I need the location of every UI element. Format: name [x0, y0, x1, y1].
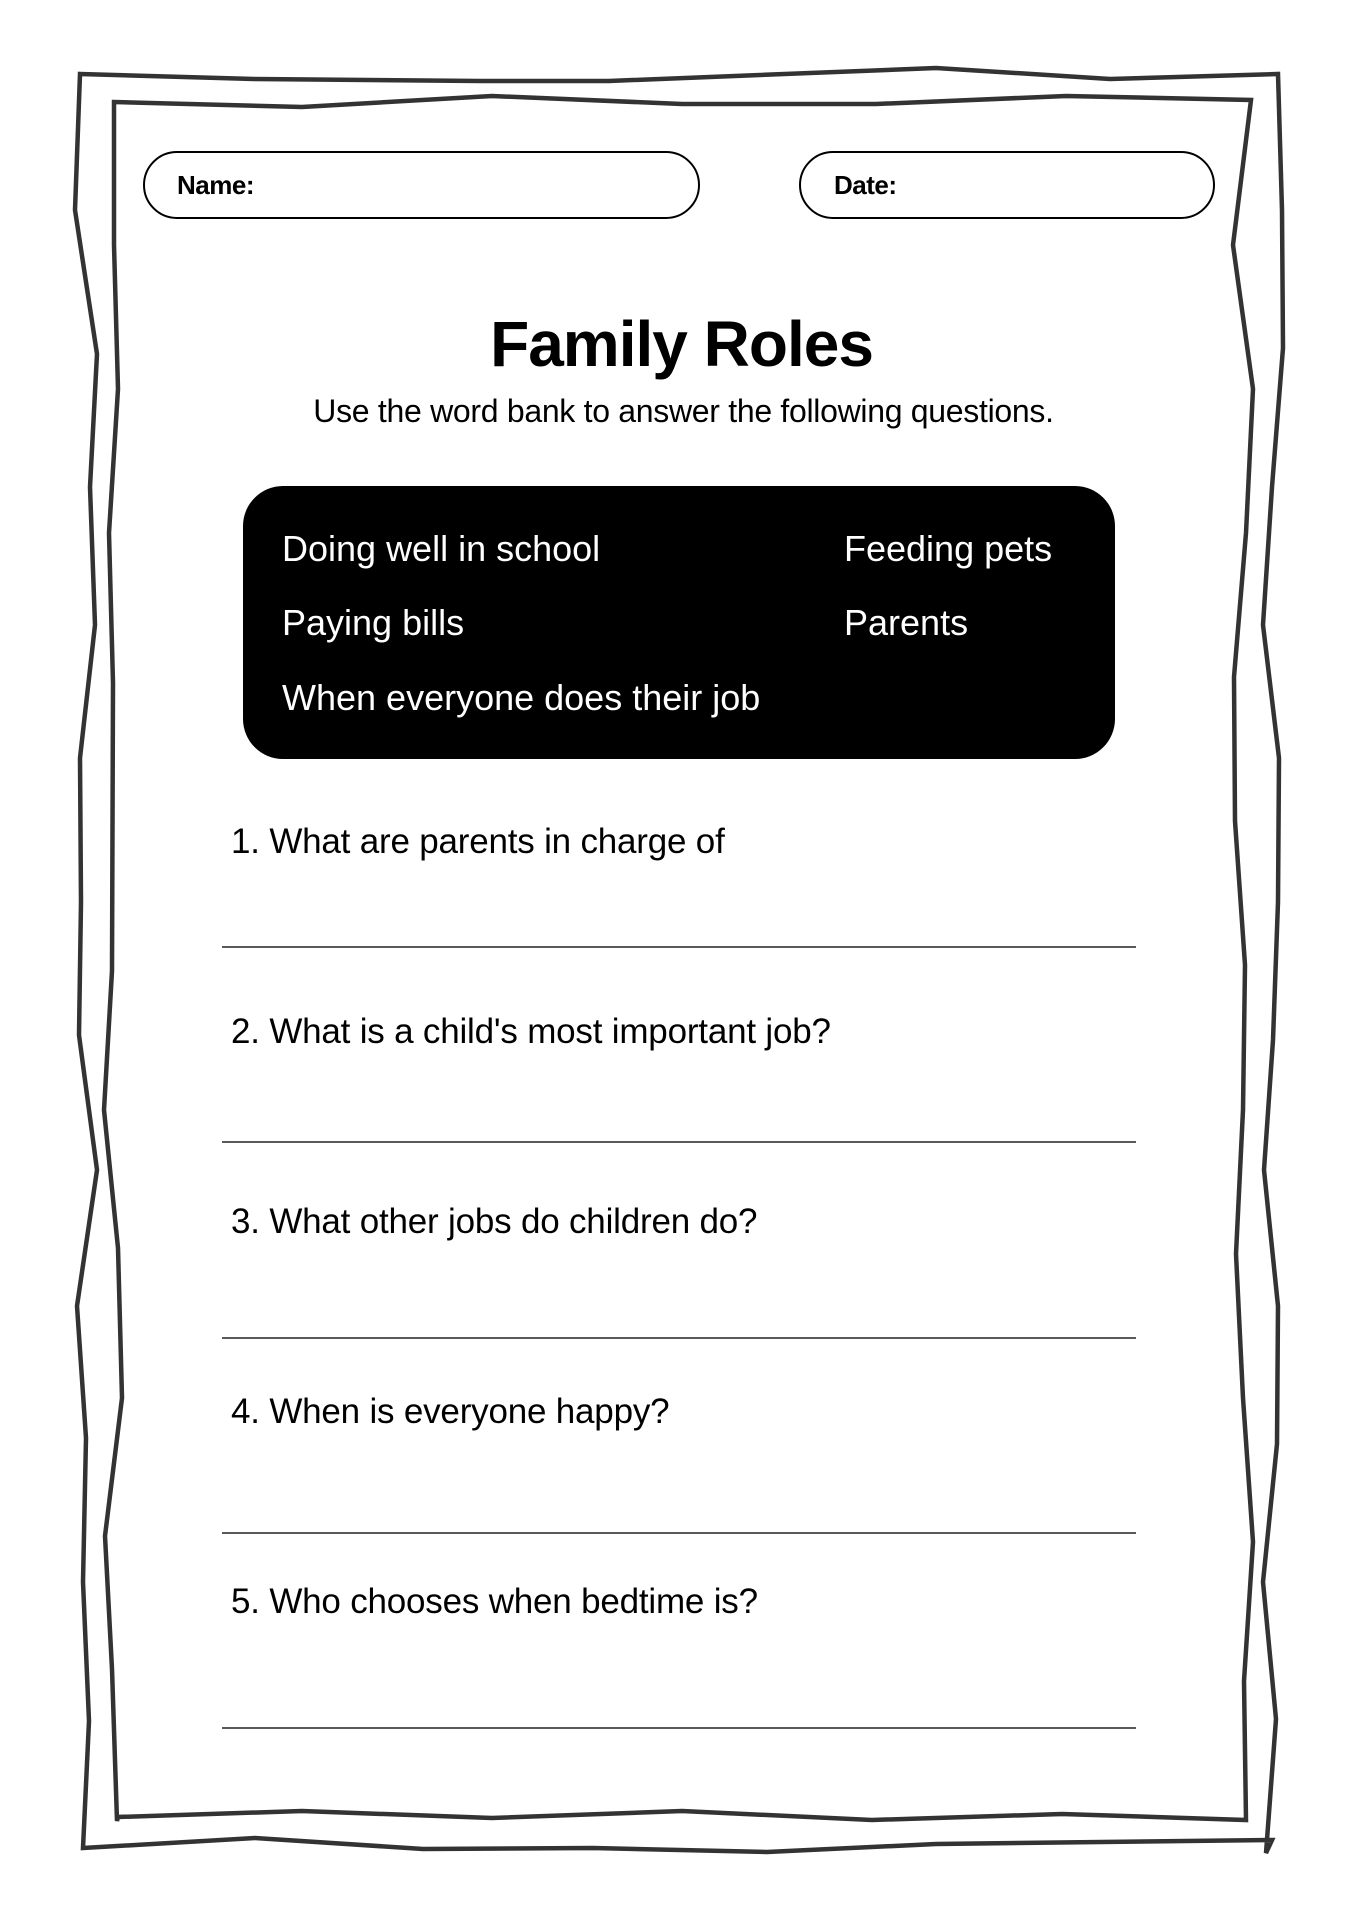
word-bank-item: Parents [844, 602, 969, 643]
question-5: 5. Who chooses when bedtime is? [231, 1582, 758, 1621]
name-label: Name: [177, 170, 254, 200]
answer-line-4[interactable] [222, 1532, 1136, 1534]
answer-line-5[interactable] [222, 1727, 1136, 1729]
word-bank-item: Feeding pets [844, 528, 1053, 569]
date-field[interactable] [799, 151, 1215, 219]
answer-line-2[interactable] [222, 1141, 1136, 1143]
question-3: 3. What other jobs do children do? [231, 1202, 758, 1241]
date-label: Date: [834, 170, 897, 200]
worksheet-title: Family Roles [490, 308, 873, 380]
answer-line-3[interactable] [222, 1337, 1136, 1339]
question-4: 4. When is everyone happy? [231, 1392, 670, 1431]
question-2: 2. What is a child's most important job? [231, 1012, 831, 1051]
name-field[interactable] [143, 151, 700, 219]
instructions: Use the word bank to answer the following questions. [313, 393, 1054, 429]
word-bank-item: Doing well in school [282, 528, 601, 569]
word-bank-item: When everyone does their job [282, 677, 761, 718]
word-bank [243, 486, 1115, 759]
answer-line-1[interactable] [222, 946, 1136, 948]
question-1: 1. What are parents in charge of [231, 822, 725, 861]
word-bank-item: Paying bills [282, 602, 465, 643]
